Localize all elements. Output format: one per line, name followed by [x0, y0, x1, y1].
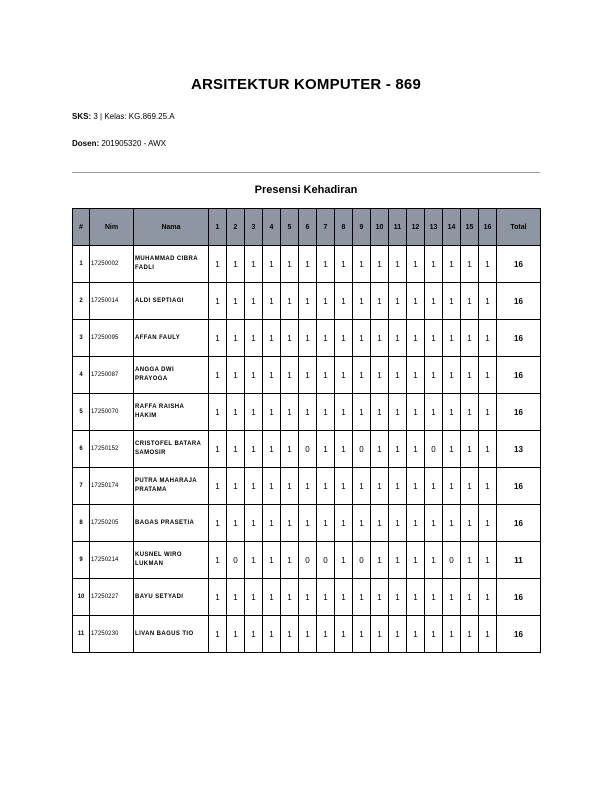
attendance-cell: 1	[407, 246, 425, 283]
total-cell: 13	[497, 431, 541, 468]
attendance-cell: 1	[425, 468, 443, 505]
attendance-cell: 0	[443, 542, 461, 579]
table-row	[73, 394, 541, 431]
attendance-cell: 1	[389, 357, 407, 394]
attendance-cell: 1	[389, 616, 407, 653]
attendance-cell: 1	[281, 542, 299, 579]
attendance-cell: 1	[335, 468, 353, 505]
attendance-cell: 1	[353, 320, 371, 357]
attendance-cell: 1	[299, 320, 317, 357]
attendance-cell: 1	[209, 505, 227, 542]
attendance-cell: 1	[425, 579, 443, 616]
attendance-cell: 1	[263, 283, 281, 320]
row-number-cell: 6	[73, 431, 90, 468]
attendance-cell: 1	[353, 283, 371, 320]
total-cell: 16	[497, 394, 541, 431]
table-row	[73, 246, 541, 283]
attendance-cell: 1	[281, 616, 299, 653]
attendance-cell: 1	[479, 320, 497, 357]
attendance-cell: 1	[335, 542, 353, 579]
nim-cell: 17250002	[90, 246, 134, 283]
attendance-cell: 1	[407, 320, 425, 357]
attendance-cell: 1	[389, 505, 407, 542]
attendance-cell: 1	[317, 616, 335, 653]
attendance-cell: 1	[353, 505, 371, 542]
attendance-cell: 1	[443, 468, 461, 505]
total-cell: 16	[497, 283, 541, 320]
column-header: 1	[209, 209, 227, 246]
attendance-cell: 1	[371, 505, 389, 542]
attendance-cell: 1	[371, 542, 389, 579]
row-number-cell: 11	[73, 616, 90, 653]
attendance-cell: 1	[335, 246, 353, 283]
attendance-cell: 1	[335, 320, 353, 357]
name-cell: AFFAN FAULY	[134, 320, 209, 357]
attendance-cell: 1	[425, 283, 443, 320]
attendance-cell: 1	[371, 320, 389, 357]
column-header: 11	[389, 209, 407, 246]
name-cell: PUTRA MAHARAJA PRATAMA	[134, 468, 209, 505]
attendance-cell: 1	[281, 246, 299, 283]
attendance-cell: 1	[299, 283, 317, 320]
row-number-cell: 9	[73, 542, 90, 579]
attendance-cell: 1	[389, 431, 407, 468]
attendance-cell: 1	[443, 246, 461, 283]
table-body	[73, 246, 541, 653]
attendance-cell: 1	[389, 579, 407, 616]
column-header: 7	[317, 209, 335, 246]
attendance-cell: 1	[317, 357, 335, 394]
attendance-cell: 1	[353, 394, 371, 431]
attendance-cell: 1	[209, 542, 227, 579]
attendance-cell: 1	[227, 357, 245, 394]
total-cell: 16	[497, 616, 541, 653]
attendance-cell: 1	[263, 616, 281, 653]
attendance-cell: 1	[209, 320, 227, 357]
attendance-cell: 0	[299, 431, 317, 468]
attendance-cell: 1	[335, 505, 353, 542]
attendance-cell: 1	[461, 431, 479, 468]
attendance-cell: 1	[371, 468, 389, 505]
attendance-cell: 1	[407, 542, 425, 579]
attendance-cell: 1	[317, 579, 335, 616]
attendance-cell: 1	[263, 505, 281, 542]
attendance-cell: 1	[245, 579, 263, 616]
attendance-cell: 1	[461, 542, 479, 579]
attendance-cell: 1	[461, 505, 479, 542]
attendance-cell: 1	[245, 283, 263, 320]
name-cell: ANGGA DWI PRAYOGA	[134, 357, 209, 394]
column-header: 5	[281, 209, 299, 246]
attendance-cell: 1	[479, 505, 497, 542]
total-cell: 16	[497, 246, 541, 283]
attendance-cell: 1	[245, 616, 263, 653]
attendance-cell: 1	[281, 394, 299, 431]
attendance-cell: 1	[335, 616, 353, 653]
attendance-cell: 0	[227, 542, 245, 579]
attendance-cell: 1	[353, 616, 371, 653]
total-cell: 16	[497, 505, 541, 542]
attendance-table	[72, 208, 541, 653]
attendance-cell: 0	[299, 542, 317, 579]
attendance-cell: 1	[371, 579, 389, 616]
column-header: 13	[425, 209, 443, 246]
row-number-cell: 8	[73, 505, 90, 542]
attendance-cell: 1	[227, 320, 245, 357]
column-header: 4	[263, 209, 281, 246]
section-title: Presensi Kehadiran	[254, 184, 358, 196]
total-cell: 11	[497, 542, 541, 579]
attendance-cell: 1	[281, 320, 299, 357]
table-row	[73, 283, 541, 320]
name-cell: CRISTOFEL BATARA SAMOSIR	[134, 431, 209, 468]
attendance-cell: 1	[281, 357, 299, 394]
nim-cell: 17250227	[90, 579, 134, 616]
attendance-cell: 1	[227, 246, 245, 283]
attendance-cell: 1	[299, 579, 317, 616]
attendance-cell: 1	[407, 431, 425, 468]
name-cell: MUHAMMAD CIBRA FADLI	[134, 246, 209, 283]
name-cell: KUSNEL WIRO LUKMAN	[134, 542, 209, 579]
column-header: 8	[335, 209, 353, 246]
attendance-cell: 1	[371, 283, 389, 320]
attendance-cell: 1	[209, 579, 227, 616]
attendance-cell: 1	[263, 246, 281, 283]
attendance-cell: 1	[443, 394, 461, 431]
attendance-cell: 1	[371, 431, 389, 468]
total-cell: 16	[497, 579, 541, 616]
attendance-cell: 1	[461, 468, 479, 505]
column-header: Total	[497, 209, 541, 246]
attendance-cell: 1	[443, 357, 461, 394]
attendance-cell: 1	[461, 357, 479, 394]
attendance-cell: 1	[317, 505, 335, 542]
attendance-cell: 1	[443, 320, 461, 357]
attendance-cell: 1	[443, 505, 461, 542]
total-cell: 16	[497, 320, 541, 357]
name-cell: BAGAS PRASETIA	[134, 505, 209, 542]
attendance-cell: 0	[317, 542, 335, 579]
attendance-cell: 1	[353, 357, 371, 394]
attendance-cell: 1	[335, 431, 353, 468]
attendance-cell: 1	[335, 283, 353, 320]
row-number-cell: 3	[73, 320, 90, 357]
attendance-cell: 1	[371, 616, 389, 653]
attendance-cell: 1	[335, 579, 353, 616]
attendance-cell: 1	[281, 505, 299, 542]
course-info	[72, 112, 175, 121]
attendance-cell: 1	[461, 394, 479, 431]
attendance-cell: 1	[443, 283, 461, 320]
column-header: 10	[371, 209, 389, 246]
nim-cell: 17250070	[90, 394, 134, 431]
attendance-cell: 1	[425, 320, 443, 357]
row-number-cell: 10	[73, 579, 90, 616]
attendance-cell: 0	[353, 542, 371, 579]
divider	[72, 172, 540, 173]
attendance-cell: 1	[425, 246, 443, 283]
nim-cell: 17250174	[90, 468, 134, 505]
attendance-cell: 1	[479, 616, 497, 653]
attendance-cell: 1	[407, 283, 425, 320]
attendance-cell: 1	[389, 283, 407, 320]
column-header: 2	[227, 209, 245, 246]
attendance-cell: 1	[353, 468, 371, 505]
attendance-cell: 1	[263, 320, 281, 357]
name-cell: RAFFA RAISHA HAKIM	[134, 394, 209, 431]
nim-cell: 17250152	[90, 431, 134, 468]
attendance-cell: 1	[227, 505, 245, 542]
attendance-cell: 1	[299, 394, 317, 431]
attendance-cell: 1	[299, 357, 317, 394]
column-header: 12	[407, 209, 425, 246]
attendance-cell: 1	[425, 542, 443, 579]
nim-cell: 17250205	[90, 505, 134, 542]
attendance-cell: 1	[443, 431, 461, 468]
attendance-cell: 1	[299, 246, 317, 283]
attendance-cell: 1	[299, 505, 317, 542]
attendance-cell: 1	[227, 283, 245, 320]
attendance-cell: 1	[209, 394, 227, 431]
attendance-cell: 1	[335, 394, 353, 431]
attendance-cell: 1	[317, 468, 335, 505]
name-cell: LIVAN BAGUS TIO	[134, 616, 209, 653]
sks-label: SKS:	[72, 112, 92, 121]
attendance-cell: 1	[389, 394, 407, 431]
attendance-cell: 1	[209, 246, 227, 283]
table-row	[73, 579, 541, 616]
attendance-cell: 1	[281, 468, 299, 505]
sks-value: 3 | Kelas: KG.869.25.A	[93, 112, 175, 121]
attendance-cell: 1	[263, 431, 281, 468]
attendance-cell: 1	[335, 357, 353, 394]
page-title: ARSITEKTUR KOMPUTER - 869	[190, 76, 422, 93]
column-header: 9	[353, 209, 371, 246]
attendance-cell: 0	[425, 431, 443, 468]
attendance-cell: 1	[263, 357, 281, 394]
row-number-cell: 1	[73, 246, 90, 283]
attendance-cell: 1	[479, 431, 497, 468]
attendance-cell: 1	[263, 468, 281, 505]
attendance-cell: 1	[461, 283, 479, 320]
column-header: 3	[245, 209, 263, 246]
nim-cell: 17250014	[90, 283, 134, 320]
row-number-cell: 4	[73, 357, 90, 394]
attendance-cell: 1	[263, 542, 281, 579]
attendance-cell: 1	[461, 320, 479, 357]
attendance-cell: 1	[479, 542, 497, 579]
table-row	[73, 616, 541, 653]
column-header: 14	[443, 209, 461, 246]
total-cell: 16	[497, 357, 541, 394]
column-header: #	[73, 209, 90, 246]
attendance-cell: 1	[227, 394, 245, 431]
attendance-cell: 1	[209, 431, 227, 468]
attendance-cell: 1	[425, 616, 443, 653]
attendance-cell: 1	[245, 542, 263, 579]
column-header: 16	[479, 209, 497, 246]
table-row	[73, 320, 541, 357]
row-number-cell: 5	[73, 394, 90, 431]
attendance-cell: 1	[317, 283, 335, 320]
attendance-cell: 1	[461, 579, 479, 616]
attendance-cell: 1	[245, 394, 263, 431]
attendance-cell: 1	[227, 468, 245, 505]
attendance-cell: 1	[479, 468, 497, 505]
nim-cell: 17250095	[90, 320, 134, 357]
attendance-cell: 1	[461, 616, 479, 653]
attendance-cell: 1	[317, 394, 335, 431]
attendance-cell: 1	[407, 394, 425, 431]
column-header: 15	[461, 209, 479, 246]
row-number-cell: 7	[73, 468, 90, 505]
table-row	[73, 357, 541, 394]
attendance-cell: 1	[425, 394, 443, 431]
attendance-cell: 1	[389, 246, 407, 283]
nim-cell: 17250230	[90, 616, 134, 653]
table-row	[73, 505, 541, 542]
attendance-cell: 1	[407, 505, 425, 542]
nim-cell: 17250087	[90, 357, 134, 394]
total-cell: 16	[497, 468, 541, 505]
attendance-cell: 1	[425, 505, 443, 542]
attendance-cell: 1	[227, 616, 245, 653]
attendance-cell: 1	[263, 579, 281, 616]
attendance-cell: 1	[479, 357, 497, 394]
attendance-cell: 1	[389, 320, 407, 357]
attendance-cell: 1	[479, 579, 497, 616]
column-header: 6	[299, 209, 317, 246]
dosen-value: 201905320 - AWX	[101, 139, 166, 148]
nim-cell: 17250214	[90, 542, 134, 579]
attendance-cell: 1	[263, 394, 281, 431]
attendance-cell: 1	[245, 468, 263, 505]
attendance-cell: 1	[479, 394, 497, 431]
attendance-cell: 1	[407, 468, 425, 505]
attendance-cell: 1	[479, 246, 497, 283]
attendance-cell: 1	[443, 579, 461, 616]
column-header: Nama	[134, 209, 209, 246]
attendance-cell: 1	[227, 579, 245, 616]
attendance-cell: 0	[353, 431, 371, 468]
attendance-cell: 1	[245, 505, 263, 542]
attendance-cell: 1	[299, 468, 317, 505]
table-row	[73, 468, 541, 505]
lecturer-info	[72, 139, 166, 148]
attendance-cell: 1	[281, 579, 299, 616]
attendance-cell: 1	[407, 579, 425, 616]
attendance-cell: 1	[407, 357, 425, 394]
attendance-cell: 1	[407, 616, 425, 653]
attendance-cell: 1	[443, 616, 461, 653]
column-header: Nim	[90, 209, 134, 246]
attendance-cell: 1	[353, 579, 371, 616]
attendance-cell: 1	[479, 283, 497, 320]
attendance-cell: 1	[281, 431, 299, 468]
attendance-cell: 1	[389, 468, 407, 505]
dosen-label: Dosen:	[72, 139, 100, 148]
attendance-cell: 1	[461, 246, 479, 283]
attendance-cell: 1	[371, 246, 389, 283]
name-cell: ALDI SEPTIAGI	[134, 283, 209, 320]
table-row	[73, 431, 541, 468]
attendance-cell: 1	[371, 394, 389, 431]
attendance-cell: 1	[281, 283, 299, 320]
attendance-cell: 1	[245, 431, 263, 468]
attendance-cell: 1	[425, 357, 443, 394]
attendance-cell: 1	[317, 431, 335, 468]
row-number-cell: 2	[73, 283, 90, 320]
attendance-cell: 1	[209, 616, 227, 653]
attendance-cell: 1	[317, 246, 335, 283]
attendance-cell: 1	[353, 246, 371, 283]
attendance-cell: 1	[245, 320, 263, 357]
table-header-row	[73, 209, 541, 246]
name-cell: BAYU SETYADI	[134, 579, 209, 616]
attendance-cell: 1	[389, 542, 407, 579]
attendance-cell: 1	[227, 431, 245, 468]
attendance-cell: 1	[317, 320, 335, 357]
attendance-cell: 1	[245, 357, 263, 394]
attendance-cell: 1	[209, 283, 227, 320]
attendance-cell: 1	[371, 357, 389, 394]
attendance-cell: 1	[245, 246, 263, 283]
attendance-cell: 1	[209, 468, 227, 505]
attendance-cell: 1	[299, 616, 317, 653]
attendance-cell: 1	[209, 357, 227, 394]
table-row	[73, 542, 541, 579]
